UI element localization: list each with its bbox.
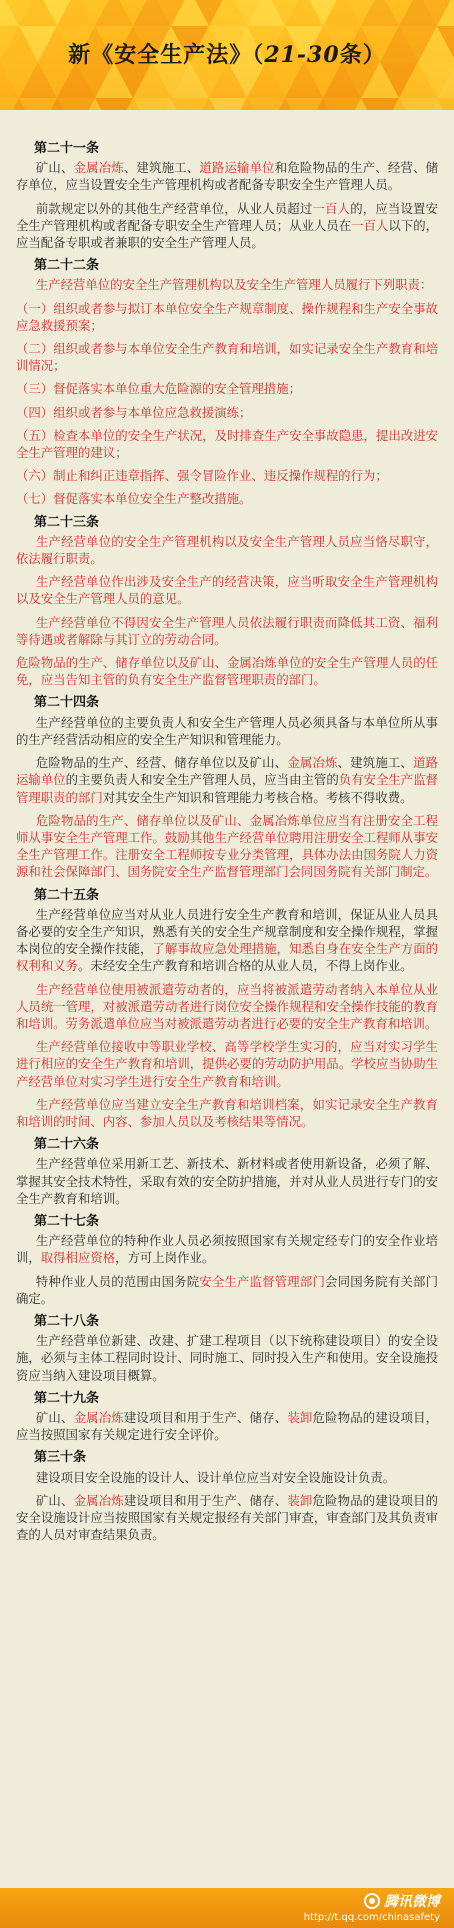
page-title	[0, 38, 454, 78]
body-text: 生产经营单位应当对从业人员进行安全生产教育和培训，保证从业人员具备必要的安全生产知识，熟悉有关的安全生产规章制度和安全操作规程，掌握本岗位的安全操作技能，	[16, 906, 438, 957]
law-articles	[16, 136, 438, 1549]
body-text: 危险物品的建设项目的安全设施设计应当按照国家有关规定报经有关部门审查，审查部门及其负责审查的人员对审查结果负责。	[16, 1492, 439, 1543]
highlight-text: 金属冶炼	[73, 1410, 124, 1425]
article-paragraph	[16, 159, 438, 193]
article-paragraph	[16, 1492, 438, 1544]
body-text: 危险物品的生产、经营、储存单位以及矿山、	[35, 755, 288, 771]
body-text: 。未经安全生产教育和培训合格的从业人员，不得上岗作业。	[77, 958, 413, 974]
highlight-text: 装卸	[287, 1492, 313, 1508]
body-text: 以下的，应当配备专职或者兼职的安全生产管理人员。	[16, 217, 439, 251]
body-text: 生产经营单位采用新工艺、新技术、新材料或者使用新设备，必须了解、掌握其安全技术特性，采取有效的安全防护措施，并对从业人员进行专门的安全生产教育和培训。	[16, 1156, 438, 1206]
article-heading: 第二十四条	[34, 695, 100, 711]
article-paragraph	[16, 1409, 438, 1443]
weibo-logo-icon	[364, 1893, 380, 1909]
highlight-text: 装卸	[287, 1410, 313, 1425]
body-text: 建设项目和用于生产、储存、	[123, 1492, 288, 1508]
body-text: 前款规定以外的其他生产经营单位，从业人员超过	[35, 200, 313, 216]
body-text: 建设项目安全设施的设计人、设计单位应当对安全设施设计负责。	[35, 1469, 396, 1485]
highlight-paragraph: 生产经营单位的安全生产管理机构以及安全生产管理人员应当恪尽职守，依法履行职责。	[16, 533, 438, 567]
duty-list-item: （四）组织或者参与本单位应急救援演练；	[16, 404, 252, 420]
duty-list-item: （七）督促落实本单位安全生产整改措施。	[16, 491, 252, 507]
highlight-text: 了解事故应急处理措施，知悉自身在安全生产方面的权利和义务	[16, 941, 439, 974]
body-text: ，方可上岗作业。	[115, 1250, 215, 1266]
body-text: 矿山、	[35, 1410, 74, 1425]
title-suffix: 条）	[339, 43, 386, 68]
body-text: 矿山、	[35, 1492, 74, 1508]
highlight-paragraph: 生产经营单位使用被派遣劳动者的，应当将被派遣劳动者纳入本单位从业人员统一管理，对被派遣劳动者进行岗位安全操作规程和安全操作技能的教育和培训。劳务派遣单位应当对被派遣劳动者进行必要的安全生产教育和培训。	[16, 981, 438, 1031]
article-paragraph	[16, 754, 438, 806]
article-heading: 第二十二条	[34, 258, 100, 274]
article-paragraph	[16, 200, 438, 252]
article-heading: 第三十条	[34, 1450, 87, 1466]
article-paragraph	[16, 906, 438, 975]
body-text: 矿山、	[35, 160, 74, 176]
highlight-paragraph: 生产经营单位作出涉及安全生产的经营决策，应当听取安全生产管理机构以及安全生产管理人员的意见。	[16, 574, 438, 607]
footer-url[interactable]: http://t.qq.com/chinasafety	[303, 1912, 440, 1923]
body-text: 对其安全生产知识和管理能力考核合格。考核不得收费。	[102, 789, 413, 805]
article-paragraph	[16, 1469, 438, 1486]
highlight-text: 一百人	[312, 200, 351, 216]
body-text: 特种作业人员的范围由国务院	[35, 1273, 200, 1289]
article-heading: 第二十七条	[34, 1213, 100, 1229]
article-heading: 第二十一条	[34, 141, 100, 156]
body-text: 危险物品的建设项目，应当按照国家有关规定进行安全评价。	[16, 1410, 439, 1443]
duty-list-item: （二）组织或者参与本单位安全生产教育和培训，如实记录安全生产教育和培训情况；	[16, 341, 438, 374]
article-paragraph	[16, 1155, 438, 1207]
body-text: 生产经营单位的主要负责人和安全生产管理人员必须具备与本单位所从事的生产经营活动相应的安全生产知识和管理能力。	[16, 714, 438, 747]
body-text: 建设项目和用于生产、储存、	[123, 1410, 288, 1425]
highlight-text: 道路运输单位	[16, 755, 439, 788]
duty-list-item: （六）制止和纠正违章指挥、强令冒险作业、违反操作规程的行为；	[16, 468, 388, 484]
article-heading: 第二十六条	[34, 1137, 100, 1153]
body-text: 生产经营单位的特种作业人员必须按照国家有关规定经专门的安全作业培训，	[16, 1233, 438, 1266]
highlight-text: 金属冶炼	[73, 160, 124, 176]
highlight-paragraph: 生产经营单位接收中等职业学校、高等学校学生实习的，应当对实习学生进行相应的安全生产教育和培训，提供必要的劳动防护用品。学校应当协助生产经营单位对实习学生进行安全生产教育和培训。	[16, 1039, 438, 1089]
highlight-text: 一百人	[351, 217, 389, 233]
body-text: 会同国务院有关部门确定。	[16, 1273, 439, 1306]
body-text: 生产经营单位新建、改建、扩建工程项目（以下统称建设项目）的安全设施，必须与主体工程同时设计、同时施工、同时投入生产和使用。安全设施投资应当纳入建设项目概算。	[16, 1333, 438, 1383]
duty-list-item: （三）督促落实本单位重大危险源的安全管理措施；	[16, 381, 301, 397]
highlight-text: 安全生产监督管理部门	[199, 1273, 326, 1289]
footer-brand[interactable]	[364, 1891, 440, 1911]
body-text: 、建筑施工、	[337, 755, 414, 771]
title-prefix: 新《安全生产法》（	[68, 43, 265, 68]
article-paragraph	[16, 1232, 438, 1266]
highlight-paragraph: 危险物品的生产、储存单位以及矿山、金属冶炼单位的安全生产管理人员的任免，应当告知主管的负有安全生产监督管理职责的部门。	[16, 655, 438, 688]
highlight-text: 金属冶炼	[287, 755, 338, 771]
article-heading: 第二十三条	[34, 514, 100, 530]
footer-brand-label: 腾讯微博	[384, 1894, 440, 1910]
highlight-text: 取得相应资格	[40, 1250, 116, 1266]
body-text: 、建筑施工、	[123, 160, 200, 176]
article-heading: 第二十九条	[34, 1390, 100, 1406]
article-paragraph	[16, 1273, 438, 1307]
title-number: 21-30	[264, 42, 340, 68]
highlight-paragraph: 生产经营单位不得因安全生产管理人员依法履行职责而降低其工资、福利等待遇或者解除与其订立的劳动合同。	[16, 614, 438, 647]
body-text: 的，应当设置安全生产管理机构或者配备专职安全生产管理人员；从业人员在	[16, 200, 439, 233]
highlight-paragraph: 危险物品的生产、储存单位以及矿山、金属冶炼单位应当有注册安全工程师从事安全生产管理工作。鼓励其他生产经营单位聘用注册安全工程师从事安全生产管理工作。注册安全工程师按专业分类管理，具体办法由国务院人力资源和社会保障部门、国务院安全生产监督管理部门会同国务院有关部门制定。	[16, 812, 438, 880]
title-banner	[0, 0, 454, 110]
duty-list-item: （一）组织或者参与拟订本单位安全生产规章制度、操作规程和生产安全事故应急救援预案；	[16, 300, 438, 333]
highlight-text: 负有安全生产监督管理职责的部门	[16, 772, 439, 805]
footer-bar	[0, 1888, 454, 1928]
article-heading: 第二十八条	[34, 1313, 100, 1329]
highlight-text: 金属冶炼	[73, 1492, 124, 1508]
article-paragraph	[16, 1332, 438, 1384]
highlight-paragraph: 生产经营单位应当建立安全生产教育和培训档案，如实记录安全生产教育和培训的时间、内容、参加人员以及考核结果等情况。	[16, 1096, 438, 1129]
body-text: 的主要负责人和安全生产管理人员，应当由主管的	[65, 772, 339, 788]
body-text: 和危险物品的生产、经营、储存单位，应当设置安全生产管理机构或者配备专职安全生产管理人员。	[16, 160, 439, 193]
article-heading: 第二十五条	[34, 887, 100, 903]
article-paragraph	[16, 714, 438, 748]
highlight-paragraph: 生产经营单位的安全生产管理机构以及安全生产管理人员履行下列职责：	[35, 277, 433, 293]
highlight-text: 道路运输单位	[199, 160, 275, 176]
duty-list-item: （五）检查本单位的安全生产状况，及时排查生产安全事故隐患，提出改进安全生产管理的建议；	[16, 427, 438, 461]
